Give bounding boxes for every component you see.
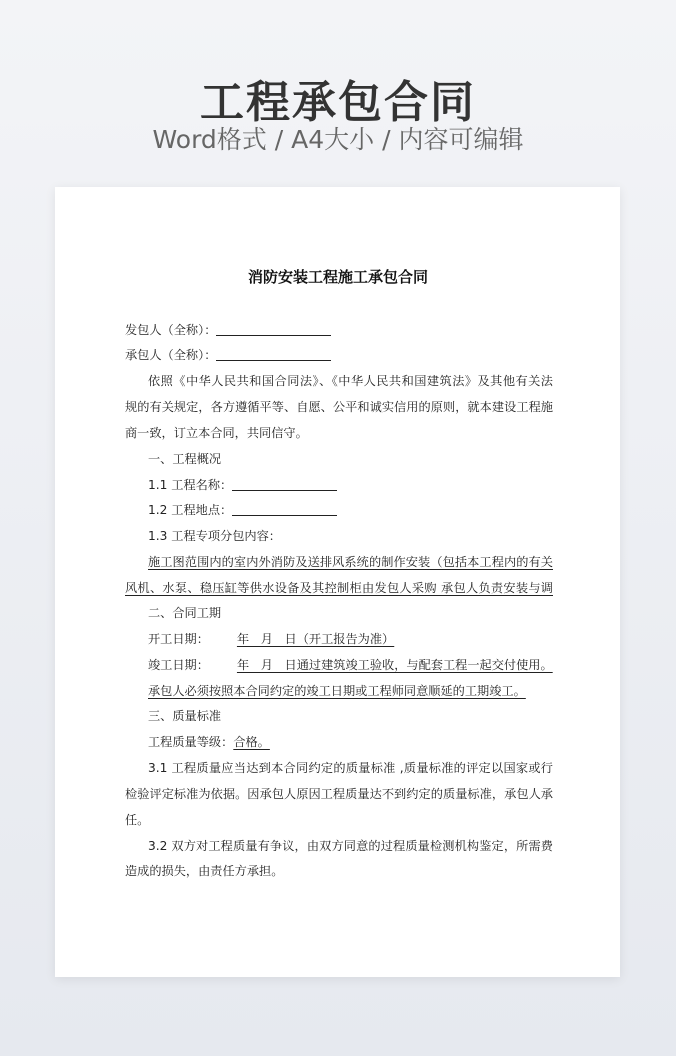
party-b-line xyxy=(125,347,331,363)
end-date-value[interactable]: 年 月 日通过建筑竣工验收，与配套工程一起交付使用。 xyxy=(236,658,553,672)
page-title: 工程承包合同 xyxy=(200,77,476,128)
clause-3-1-line: 任。 xyxy=(125,813,150,827)
project-site-line xyxy=(148,502,337,518)
deadline-line: 承包人必须按照本合同约定的竣工日期或工程师同意顺延的工期竣工。 xyxy=(148,684,526,698)
party-a-line xyxy=(125,322,331,338)
intro-line: 规的有关规定，各方遵循平等、自愿、公平和诚实信用的原则，就本建设工程施 xyxy=(125,400,553,414)
project-name-label: 1.1 工程名称： xyxy=(148,478,233,492)
quality-grade-line xyxy=(148,734,270,750)
start-date-label: 开工日期： xyxy=(148,632,209,646)
start-date-value[interactable]: 年 月 日（开工报告为准） xyxy=(236,632,395,646)
section-heading: 三、质量标准 xyxy=(148,709,222,723)
project-site-label: 1.2 工程地点： xyxy=(148,503,233,517)
scope-label: 1.3 工程专项分包内容： xyxy=(148,529,281,543)
quality-grade-label: 工程质量等级： xyxy=(148,735,234,749)
page-subtitle: Word格式 / A4大小 / 内容可编辑 xyxy=(152,125,524,154)
party-a-blank[interactable] xyxy=(216,323,331,336)
clause-3-2-line: 造成的损失，由责任方承担。 xyxy=(125,864,284,878)
end-date-label: 竣工日期： xyxy=(148,658,209,672)
scope-line: 施工图范围内的室内外消防及送排风系统的制作安装（包括本工程内的有关 xyxy=(148,555,553,569)
party-b-label: 承包人（全称）： xyxy=(125,348,217,362)
clause-3-1-line: 检验评定标准为依据。因承包人原因工程质量达不到约定的质量标准，承包人承 xyxy=(125,787,553,801)
section-heading: 一、工程概况 xyxy=(148,452,222,466)
start-date-line xyxy=(148,631,394,647)
party-a-label: 发包人（全称）： xyxy=(125,323,217,337)
section-heading: 二、合同工期 xyxy=(148,606,222,620)
end-date-line xyxy=(148,657,553,673)
project-site-blank[interactable] xyxy=(232,503,337,516)
intro-line: 商一致，订立本合同，共同信守。 xyxy=(125,426,308,440)
project-name-blank[interactable] xyxy=(232,478,337,491)
party-b-blank[interactable] xyxy=(216,348,331,361)
document-title: 消防安装工程施工承包合同 xyxy=(247,268,428,286)
project-name-line xyxy=(148,477,337,493)
quality-grade-value[interactable]: 合格。 xyxy=(233,735,270,749)
scope-line: 风机、水泵、稳压缸等供水设备及其控制柜由发包人采购 承包人负责安装与调 xyxy=(125,581,553,595)
clause-3-2-line: 3.2 双方对工程质量有争议，由双方同意的过程质量检测机构鉴定，所需费 xyxy=(148,839,553,853)
clause-3-1-line: 3.1 工程质量应当达到本合同约定的质量标准 ,质量标准的评定以国家或行 xyxy=(148,761,553,775)
intro-line: 依照《中华人民共和国合同法》、《中华人民共和国建筑法》及其他有关法 xyxy=(148,374,553,388)
